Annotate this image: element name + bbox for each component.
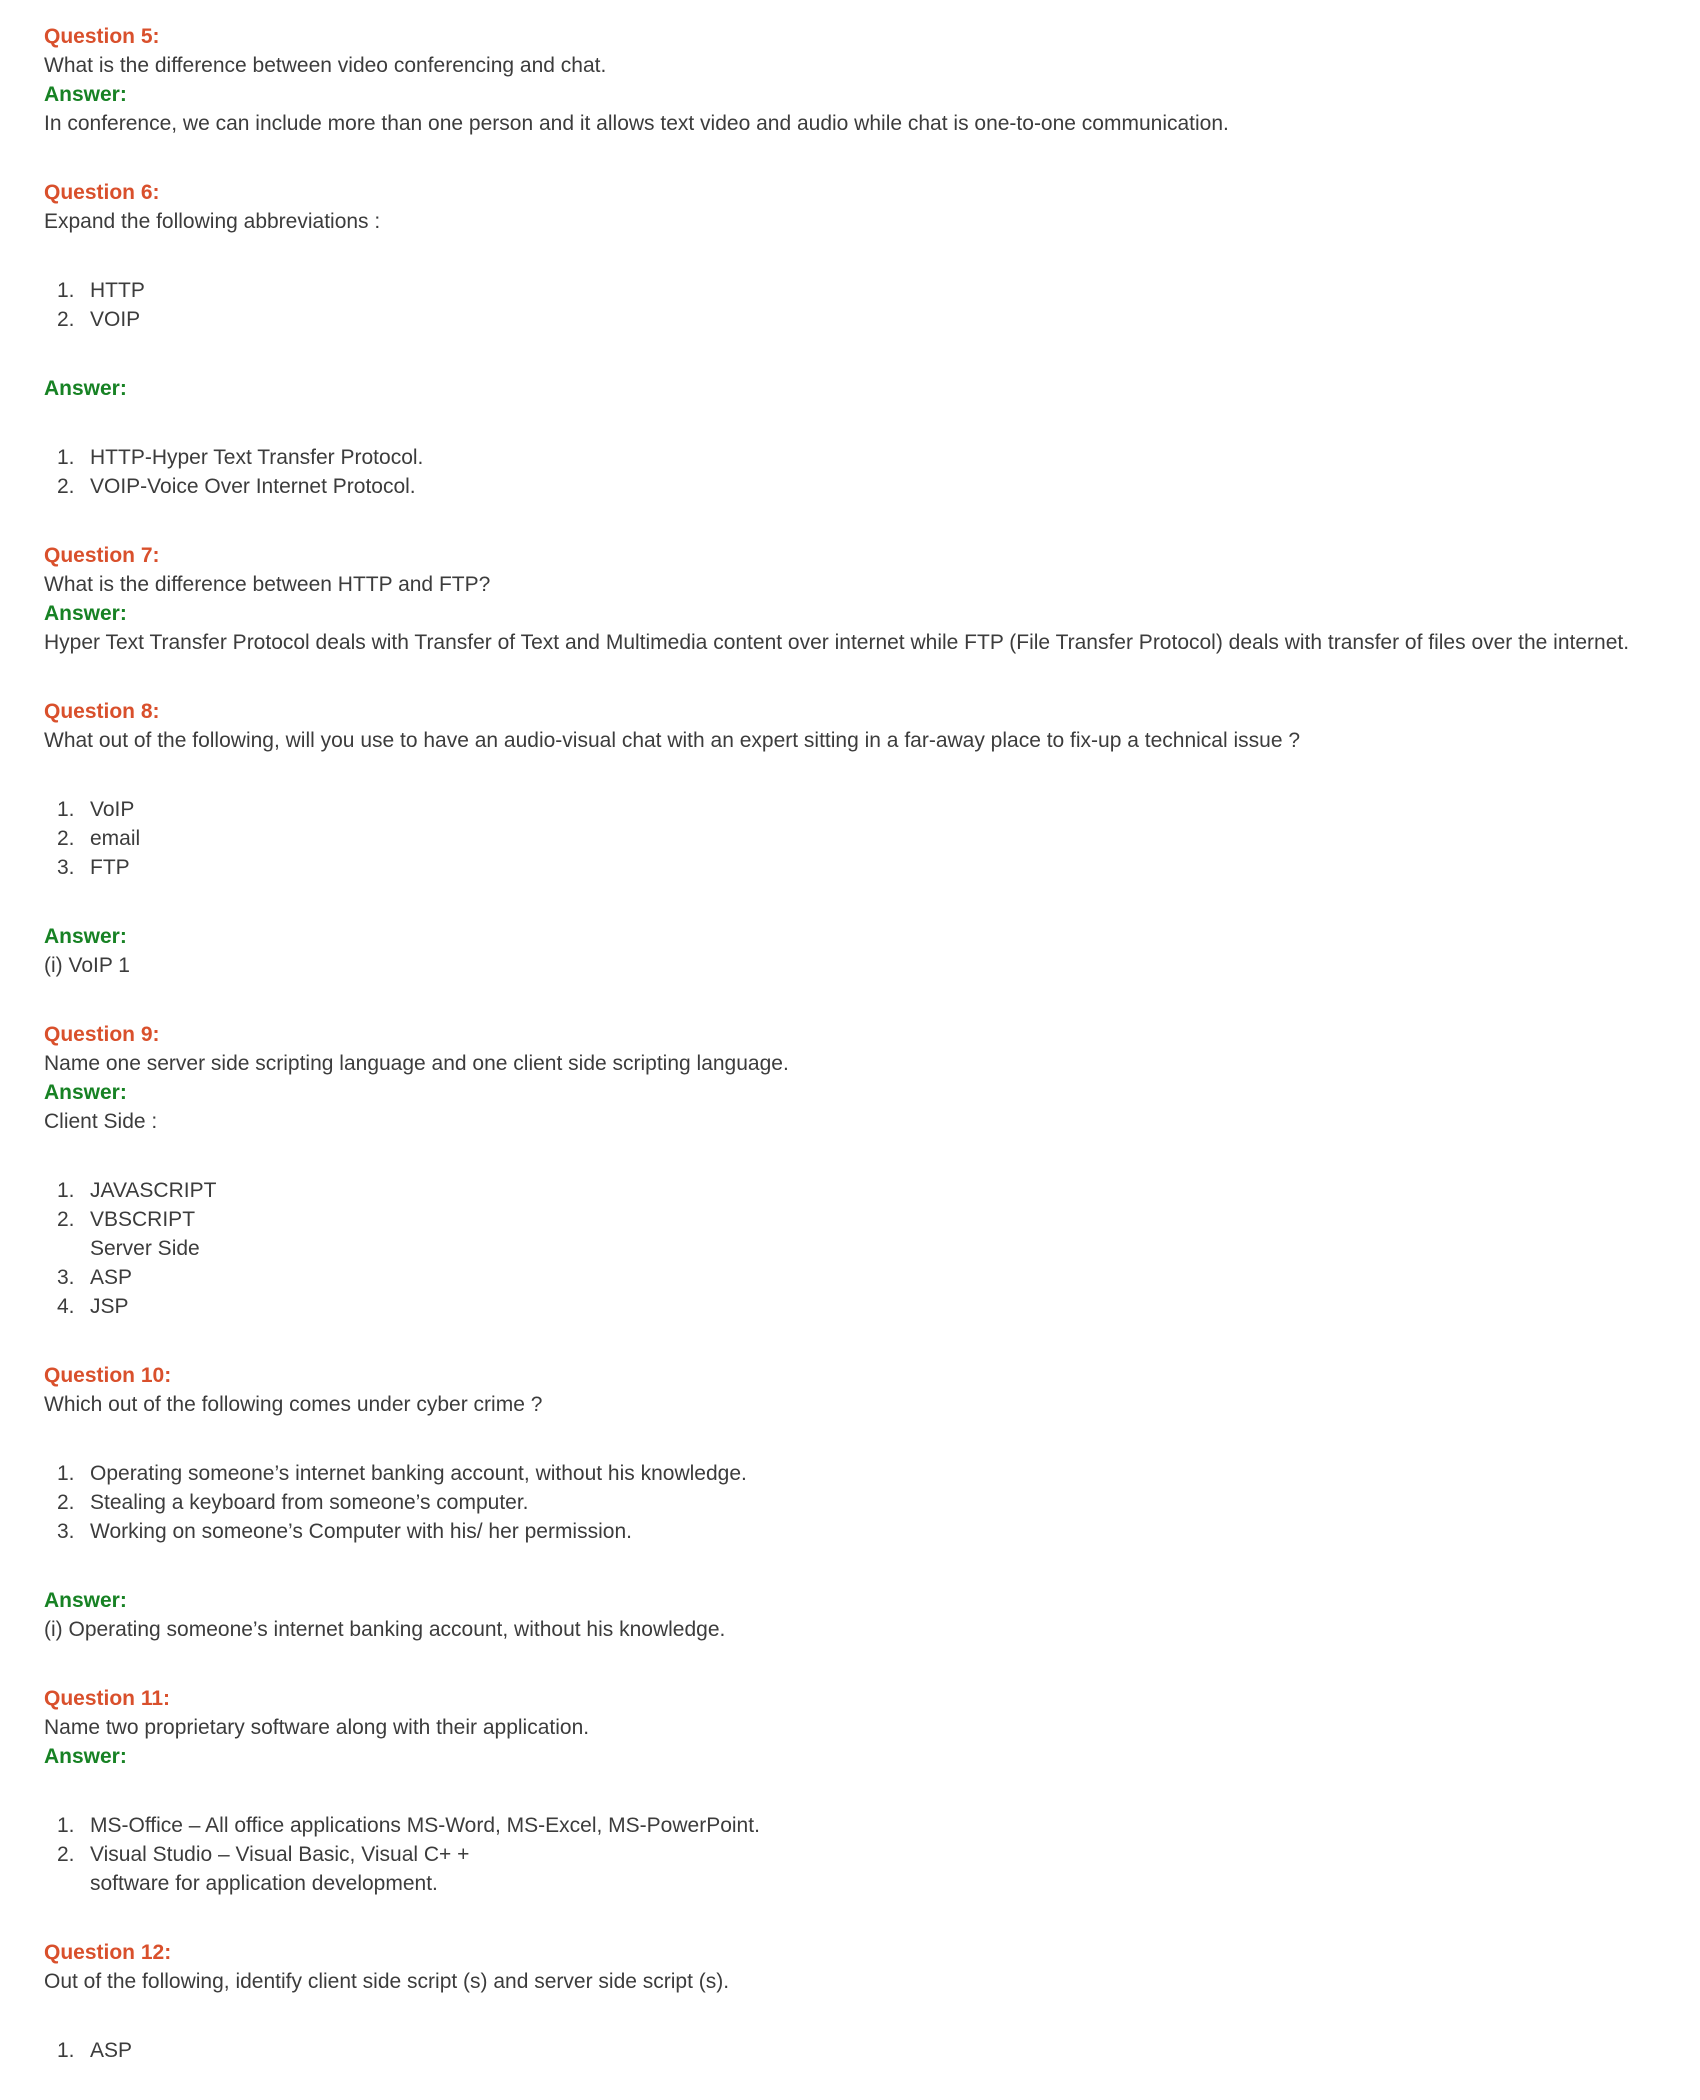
list-item-text: MS-Office – All office applications MS-Word, MS-Excel, MS-PowerPoint. <box>90 1814 760 1837</box>
question-text: Which out of the following comes under cyber crime ? <box>44 1393 543 1416</box>
list-item-marker: 1. <box>57 798 75 821</box>
list-item-marker: 3. <box>57 856 75 879</box>
answer-label: Answer: <box>44 377 127 400</box>
qa-block-q8 <box>44 697 1676 980</box>
list-item <box>44 1176 1676 1205</box>
list-item <box>44 853 1676 882</box>
list-item-text: JSP <box>90 1295 129 1318</box>
list-item-marker: 4. <box>57 1295 75 1318</box>
question-text: What out of the following, will you use to have an audio-visual chat with an expert sitting in a far-away place to fix-up a technical issue ? <box>44 729 1301 752</box>
answer-label: Answer: <box>44 1081 127 1104</box>
answer-text: In conference, we can include more than one person and it allows text video and audio while chat is one-to-one communication. <box>44 112 1229 135</box>
answer-list <box>44 1176 1676 1321</box>
list-item-text: email <box>90 827 141 850</box>
list-item <box>44 2036 1676 2065</box>
list-item <box>44 443 1676 472</box>
list-item <box>44 1811 1676 1840</box>
list-item-text: Stealing a keyboard from someone’s computer. <box>90 1491 529 1514</box>
list-item-text: ASP <box>90 1266 133 1289</box>
list-item <box>44 276 1676 305</box>
answer-list <box>44 1811 1676 1898</box>
options-list <box>44 795 1676 882</box>
answer-text: (i) Operating someone’s internet banking account, without his knowledge. <box>44 1618 726 1641</box>
list-item-text: Server Side <box>90 1237 200 1260</box>
answer-label: Answer: <box>44 1589 127 1612</box>
list-item-marker: 2. <box>57 1491 75 1514</box>
list-item-text: software for application development. <box>90 1872 438 1895</box>
list-item <box>44 1234 1676 1263</box>
options-list <box>44 276 1676 334</box>
list-item <box>44 1488 1676 1517</box>
answer-text: Client Side : <box>44 1110 158 1133</box>
qa-block-q9 <box>44 1020 1676 1321</box>
list-item-text: VOIP <box>90 308 141 331</box>
answer-list <box>44 443 1676 501</box>
question-text: What is the difference between video conferencing and chat. <box>44 54 607 77</box>
list-item-marker: 1. <box>57 279 75 302</box>
list-item-marker: 3. <box>57 1266 75 1289</box>
list-item-marker <box>44 1869 90 1898</box>
qa-block-q6 <box>44 178 1676 501</box>
question-heading: Question 8: <box>44 700 160 723</box>
question-text: Name two proprietary software along with their application. <box>44 1716 590 1739</box>
question-heading: Question 9: <box>44 1023 160 1046</box>
question-heading: Question 5: <box>44 25 160 48</box>
list-item <box>44 1840 1676 1869</box>
list-item-marker: 1. <box>57 1179 75 1202</box>
list-item-marker: 2. <box>57 308 75 331</box>
question-text: What is the difference between HTTP and FTP? <box>44 573 491 596</box>
list-item-text: Operating someone’s internet banking account, without his knowledge. <box>90 1462 747 1485</box>
list-item-marker: 2. <box>57 827 75 850</box>
answer-label: Answer: <box>44 925 127 948</box>
qa-block-q5 <box>44 22 1676 138</box>
list-item-text: JAVASCRIPT <box>90 1179 217 1202</box>
list-item-text: Working on someone’s Computer with his/ her permission. <box>90 1520 632 1543</box>
list-item-text: FTP <box>90 856 130 879</box>
qa-block-q11 <box>44 1684 1676 1898</box>
list-item-marker <box>44 1234 90 1263</box>
answer-label: Answer: <box>44 1745 127 1768</box>
question-text: Expand the following abbreviations : <box>44 210 381 233</box>
list-item-text: Visual Studio – Visual Basic, Visual C+ + <box>90 1843 470 1866</box>
list-item-text: HTTP-Hyper Text Transfer Protocol. <box>90 446 424 469</box>
answer-text: Hyper Text Transfer Protocol deals with Transfer of Text and Multimedia content over internet while FTP (File Transfer Protocol) deals with transfer of files over the internet. <box>44 631 1630 654</box>
list-item-marker: 3. <box>57 1520 75 1543</box>
list-item-text: ASP <box>90 2039 133 2062</box>
question-heading: Question 11: <box>44 1687 171 1710</box>
question-heading: Question 12: <box>44 1941 172 1964</box>
list-item <box>44 1517 1676 1546</box>
list-item-text: VBSCRIPT <box>90 1208 196 1231</box>
list-item <box>44 1292 1676 1321</box>
list-item-marker: 2. <box>57 1208 75 1231</box>
question-heading: Question 6: <box>44 181 160 204</box>
list-item-text: VOIP-Voice Over Internet Protocol. <box>90 475 416 498</box>
list-item <box>44 795 1676 824</box>
list-item <box>44 472 1676 501</box>
question-text: Name one server side scripting language and one client side scripting language. <box>44 1052 789 1075</box>
list-item-marker: 1. <box>57 446 75 469</box>
qa-block-q10 <box>44 1361 1676 1644</box>
list-item <box>44 1263 1676 1292</box>
answer-label: Answer: <box>44 602 127 625</box>
answer-text: (i) VoIP 1 <box>44 954 130 977</box>
list-item-text: VoIP <box>90 798 135 821</box>
question-text: Out of the following, identify client side script (s) and server side script (s). <box>44 1970 730 1993</box>
list-item-marker: 1. <box>57 1462 75 1485</box>
options-list <box>44 1459 1676 1546</box>
qa-block-q7 <box>44 541 1676 657</box>
list-item <box>44 1205 1676 1234</box>
list-item <box>44 1869 1676 1898</box>
list-item-text: HTTP <box>90 279 145 302</box>
list-item-marker: 2. <box>57 1843 75 1866</box>
answer-label: Answer: <box>44 83 127 106</box>
options-list <box>44 2036 1676 2065</box>
qa-block-q12 <box>44 1938 1676 2065</box>
question-heading: Question 10: <box>44 1364 172 1387</box>
list-item-marker: 1. <box>57 1814 75 1837</box>
list-item <box>44 1459 1676 1488</box>
list-item <box>44 824 1676 853</box>
list-item-marker: 2. <box>57 475 75 498</box>
list-item <box>44 305 1676 334</box>
list-item-marker: 1. <box>57 2039 75 2062</box>
question-heading: Question 7: <box>44 544 160 567</box>
